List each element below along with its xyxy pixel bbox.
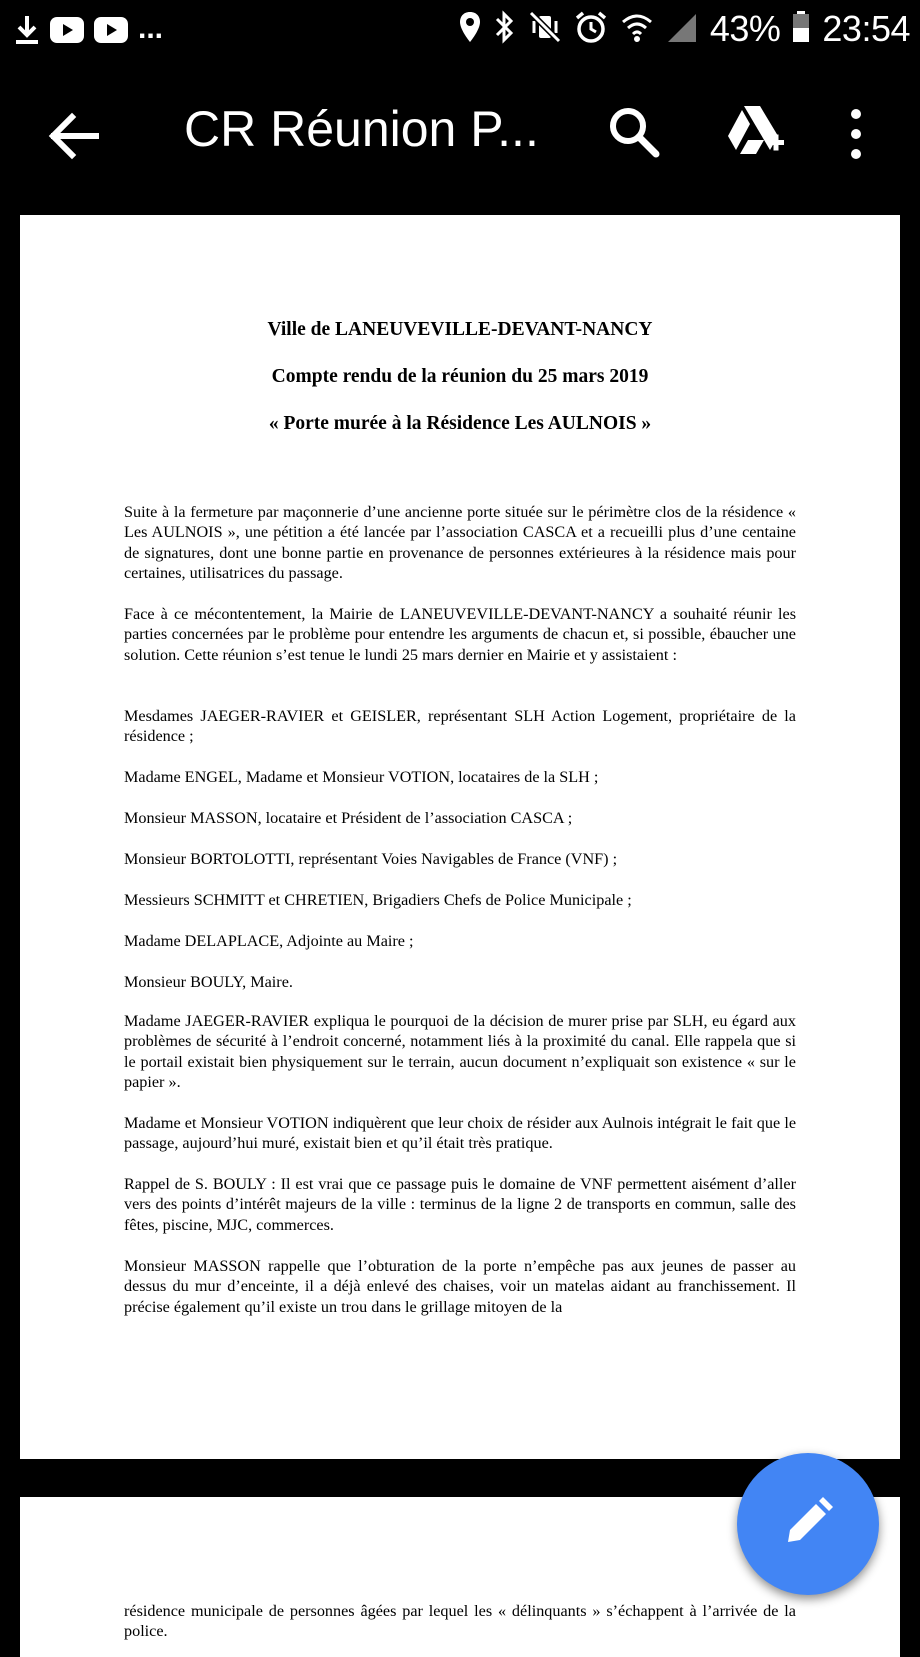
paragraph: Face à ce mécontentement, la Mairie de LANEUVEVILLE-DEVANT-NANCY a souhaité réunir les parties concernées par le problème pour entendre les arguments de chacun et, si possible, ébaucher une solution. Cette réunion s’est tenue le lundi 25 mars dernier en Mairie et y assistaient : [124, 605, 796, 664]
signal-icon [666, 10, 698, 49]
more-notifications-indicator: ... [138, 11, 164, 45]
location-icon [458, 10, 482, 49]
paragraph: Suite à la fermeture par maçonnerie d’une ancienne porte située sur le périmètre clos de la résidence « Les AULNOIS », une pétition a été lancée par l’association CASCA et a recueilli plus d’une centaine de signatures, dont une bonne partie en provenance de personnes extérieures à la résidence mais pour certaines, utilisatrices du passage. [124, 503, 796, 583]
paragraph: Madame JAEGER-RAVIER expliqua le pourquoi de la décision de murer prise par SLH, eu égard aux problèmes de sécurité à l’endroit concerné, notamment liés à la proximité du canal. Elle rappela que si le portail existait bien physiquement sur le terrain, aucun document n’expliquait son existence « sur le papier ». [124, 1012, 796, 1092]
clock: 23:54 [822, 8, 910, 49]
paragraph: résidence municipale de personnes âgées par lequel les « délinquants » s’échappent à l’arrivée de la police. [124, 1602, 796, 1641]
vibrate-mute-icon [528, 10, 562, 49]
bluetooth-icon [494, 10, 516, 49]
battery-percentage: 43% [709, 8, 781, 49]
search-icon[interactable] [606, 104, 662, 165]
edit-button[interactable] [737, 1453, 879, 1595]
paragraph: Monsieur BORTOLOTTI, représentant Voies Navigables de France (VNF) ; [124, 850, 618, 868]
paragraph: Messieurs SCHMITT et CHRETIEN, Brigadiers Chefs de Police Municipale ; [124, 891, 632, 909]
document-title: CR Réunion P... [184, 101, 539, 157]
back-arrow-icon[interactable] [44, 106, 104, 166]
add-to-drive-icon[interactable] [726, 104, 786, 165]
paragraph: Madame ENGEL, Madame et Monsieur VOTION, locataires de la SLH ; [124, 768, 599, 786]
paragraph: Madame DELAPLACE, Adjointe au Maire ; [124, 932, 414, 950]
document-page-1[interactable] [20, 215, 900, 1459]
wifi-icon [620, 10, 654, 49]
paragraph: Madame et Monsieur VOTION indiquèrent que leur choix de résider aux Aulnois intégrait le fait que le passage, aujourd’hui muré, existait bien et qu’il était très pratique. [124, 1114, 796, 1153]
youtube-icon [50, 17, 84, 48]
paragraph: Monsieur MASSON rappelle que l’obturation de la porte n’empêche pas aux jeunes de passer au dessus du mur d’enceinte, il a déjà enlevé des chaises, voir un matelas aidant au franchissement. Il précise également qu’il existe un trou dans le grillage mitoyen de la [124, 1257, 796, 1316]
paragraph: Rappel de S. BOULY : Il est vrai que ce passage puis le domaine de VNF permettent aisément d’aller vers des points d’intérêt majeurs de la ville : terminus de la ligne 2 de transports en commun, salle des fêtes, piscine, MJC, commerces. [124, 1175, 796, 1234]
youtube-icon [94, 17, 128, 48]
paragraph: Mesdames JAEGER-RAVIER et GEISLER, représentant SLH Action Logement, propriétaire de la résidence ; [124, 707, 796, 746]
heading-subject: « Porte murée à la Résidence Les AULNOIS » [268, 413, 652, 434]
paragraph: Monsieur BOULY, Maire. [124, 973, 293, 991]
paragraph: Monsieur MASSON, locataire et Président de l’association CASCA ; [124, 809, 573, 827]
app-bar [0, 70, 920, 210]
heading-city: Ville de LANEUVEVILLE-DEVANT-NANCY [267, 319, 653, 340]
more-options-icon[interactable] [846, 106, 866, 167]
download-icon [14, 14, 40, 51]
status-bar [0, 0, 920, 66]
pencil-icon [782, 1496, 834, 1553]
battery-icon [792, 10, 810, 49]
alarm-icon [574, 10, 608, 49]
heading-report-date: Compte rendu de la réunion du 25 mars 2019 [271, 366, 649, 387]
